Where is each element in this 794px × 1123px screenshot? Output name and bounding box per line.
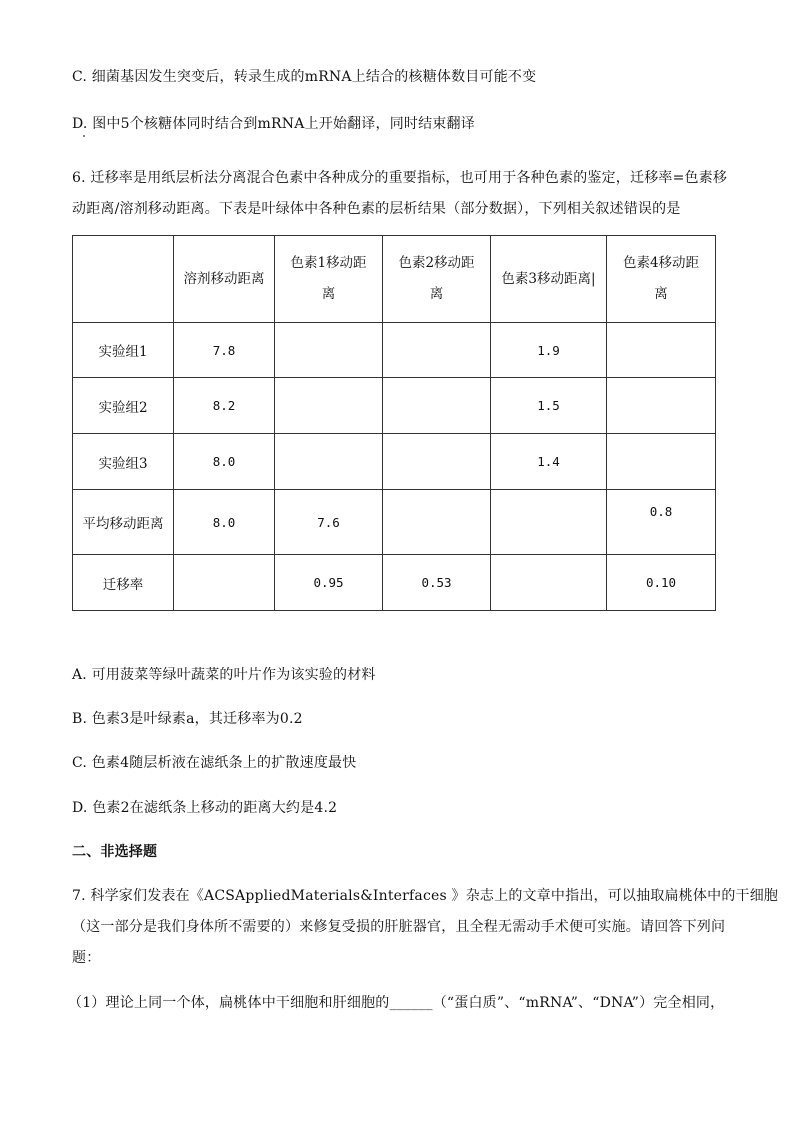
question-7-line-1: 7. 科学家们发表在《ACSAppliedMaterials&Interfaces 》杂志上的文章中指出，可以抽取扁桃体中的干细胞 xyxy=(72,888,779,904)
table-cell: 0.8 xyxy=(607,490,716,555)
row-label: 平均移动距离 xyxy=(73,490,174,555)
header-solvent-distance: 溶剂移动距离 xyxy=(174,236,275,323)
question-6-line-2: 动距离/溶剂移动距离。下表是叶绿体中各种色素的层析结果（部分数据），下列相关叙述错误的是 xyxy=(72,201,681,217)
table-cell xyxy=(607,323,716,378)
table-cell xyxy=(491,490,607,555)
option-d-previous: D. 图中5个核糖体同时结合到mRNA上开始翻译，同时结束翻译 xyxy=(72,116,475,132)
table-cell: 1.5 xyxy=(491,378,607,434)
option-a: A. 可用菠菜等绿叶蔬菜的叶片作为该实验的材料 xyxy=(72,667,376,683)
table-cell: 1.9 xyxy=(491,323,607,378)
question-7-line-2: （这一部分是我们身体所不需要的）来修复受损的肝脏器官，且全程无需动手术便可实施。请回答下列问 xyxy=(72,919,726,935)
option-c: C. 色素4随层析液在滤纸条上的扩散速度最快 xyxy=(72,755,357,771)
table-cell xyxy=(275,323,383,378)
table-cell: 8.2 xyxy=(174,378,275,434)
table-cell: 7.8 xyxy=(174,323,275,378)
row-label: 实验组2 xyxy=(73,378,174,434)
table-cell xyxy=(383,378,491,434)
option-b: B. 色素3是叶绿素a，其迁移率为0.2 xyxy=(72,711,303,727)
section-heading: 二、非选择题 xyxy=(72,844,158,860)
header-pigment-3: 色素3移动距离| xyxy=(491,236,607,323)
pigment-chromatography-table xyxy=(72,235,716,611)
row-label: 实验组3 xyxy=(73,434,174,490)
table-cell: 7.6 xyxy=(275,490,383,555)
table-row xyxy=(73,434,716,490)
table-cell: 8.0 xyxy=(174,434,275,490)
question-6-line-1: 6. 迁移率是用纸层析法分离混合色素中各种成分的重要指标，也可用于各种色素的鉴定，迁移率=色素移 xyxy=(72,170,728,186)
table-cell xyxy=(383,490,491,555)
option-c-previous: C. 细菌基因发生突变后，转录生成的mRNA上结合的核糖体数目可能不变 xyxy=(72,69,537,85)
table-cell xyxy=(275,378,383,434)
table-row xyxy=(73,378,716,434)
table-cell xyxy=(607,434,716,490)
table-cell: 0.10 xyxy=(607,555,716,611)
table-cell: 0.95 xyxy=(275,555,383,611)
table-row xyxy=(73,555,716,611)
table-cell xyxy=(383,323,491,378)
table-cell: 0.53 xyxy=(383,555,491,611)
table-cell xyxy=(607,378,716,434)
header-pigment-2: 色素2移动距离 xyxy=(383,236,491,323)
row-label: 迁移率 xyxy=(73,555,174,611)
table-header-row xyxy=(73,236,716,323)
table-cell xyxy=(383,434,491,490)
table-cell xyxy=(275,434,383,490)
table-row xyxy=(73,490,716,555)
question-7-line-3: 题： xyxy=(72,950,101,966)
table-cell xyxy=(174,555,275,611)
row-label: 实验组1 xyxy=(73,323,174,378)
table-cell xyxy=(491,555,607,611)
option-d: D. 色素2在滤纸条上移动的距离大约是4.2 xyxy=(72,800,338,816)
stray-mark xyxy=(83,135,85,137)
header-cell-empty xyxy=(73,236,174,323)
table-cell: 1.4 xyxy=(491,434,607,490)
header-pigment-1: 色素1移动距离 xyxy=(275,236,383,323)
table-row xyxy=(73,323,716,378)
header-pigment-4: 色素4移动距离 xyxy=(607,236,716,323)
question-7-subquestion-1: （1）理论上同一个体，扁桃体中干细胞和肝细胞的______（“蛋白质”、“mRNA”、“DNA”）完全相同， xyxy=(68,995,725,1011)
table-cell: 8.0 xyxy=(174,490,275,555)
